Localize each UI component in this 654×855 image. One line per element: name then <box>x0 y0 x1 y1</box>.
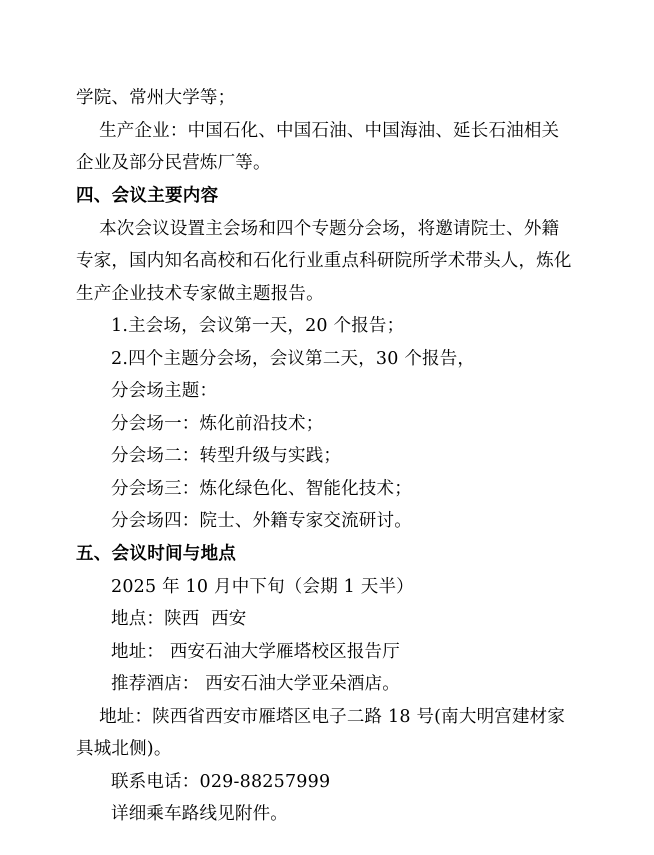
text-line: 生产企业技术专家做主题报告。 <box>76 283 324 304</box>
section-heading-five: 五、会议时间与地点 <box>76 543 237 564</box>
text-line: 地址：陕西省西安市雁塔区电子二路 18 号(南大明宫建材家 <box>76 706 566 727</box>
sub-venue-three: 分会场三：炼化绿色化、智能化技术； <box>111 478 412 499</box>
text-line: 本次会议设置主会场和四个专题分会场，将邀请院士、外籍 <box>76 218 560 239</box>
contact-phone: 联系电话：029-88257999 <box>111 771 331 792</box>
text-line: 具城北侧)。 <box>76 739 172 759</box>
route-note: 详细乘车路线见附件。 <box>111 804 288 824</box>
section-heading-four: 四、会议主要内容 <box>76 185 219 206</box>
text-line: 企业及部分民营炼厂等。 <box>76 153 271 173</box>
meeting-city: 地点：陕西 西安 <box>111 609 247 629</box>
text-line: 生产企业：中国石化、中国石油、中国海油、延长石油相关 <box>76 120 560 141</box>
paragraph-hotel-address <box>76 701 578 766</box>
label-sub-venue-topics: 分会场主题： <box>111 381 218 401</box>
meeting-date: 2025 年 10 月中下旬（会期 1 天半） <box>111 576 414 597</box>
recommended-hotel: 推荐酒店： 西安石油大学亚朵酒店。 <box>111 674 400 694</box>
meeting-address: 地址： 西安石油大学雁塔校区报告厅 <box>111 641 400 662</box>
sub-venue-one: 分会场一：炼化前沿技术； <box>111 413 324 434</box>
text-line: 学院、常州大学等； <box>76 88 236 108</box>
text-line: 专家，国内知名高校和石化行业重点科研院所学术带头人，炼化 <box>76 251 572 271</box>
list-item-main-venue: 1.主会场，会议第一天，20 个报告； <box>111 316 405 336</box>
paragraph-meeting-content <box>76 213 578 311</box>
list-item-sub-venues: 2.四个主题分会场，会议第二天，30 个报告， <box>111 348 476 369</box>
sub-venue-two: 分会场二：转型升级与实践； <box>111 446 342 466</box>
sub-venue-four: 分会场四：院士、外籍专家交流研讨。 <box>111 511 412 531</box>
document-body <box>76 82 578 831</box>
paragraph-institutes-continued <box>76 82 578 180</box>
